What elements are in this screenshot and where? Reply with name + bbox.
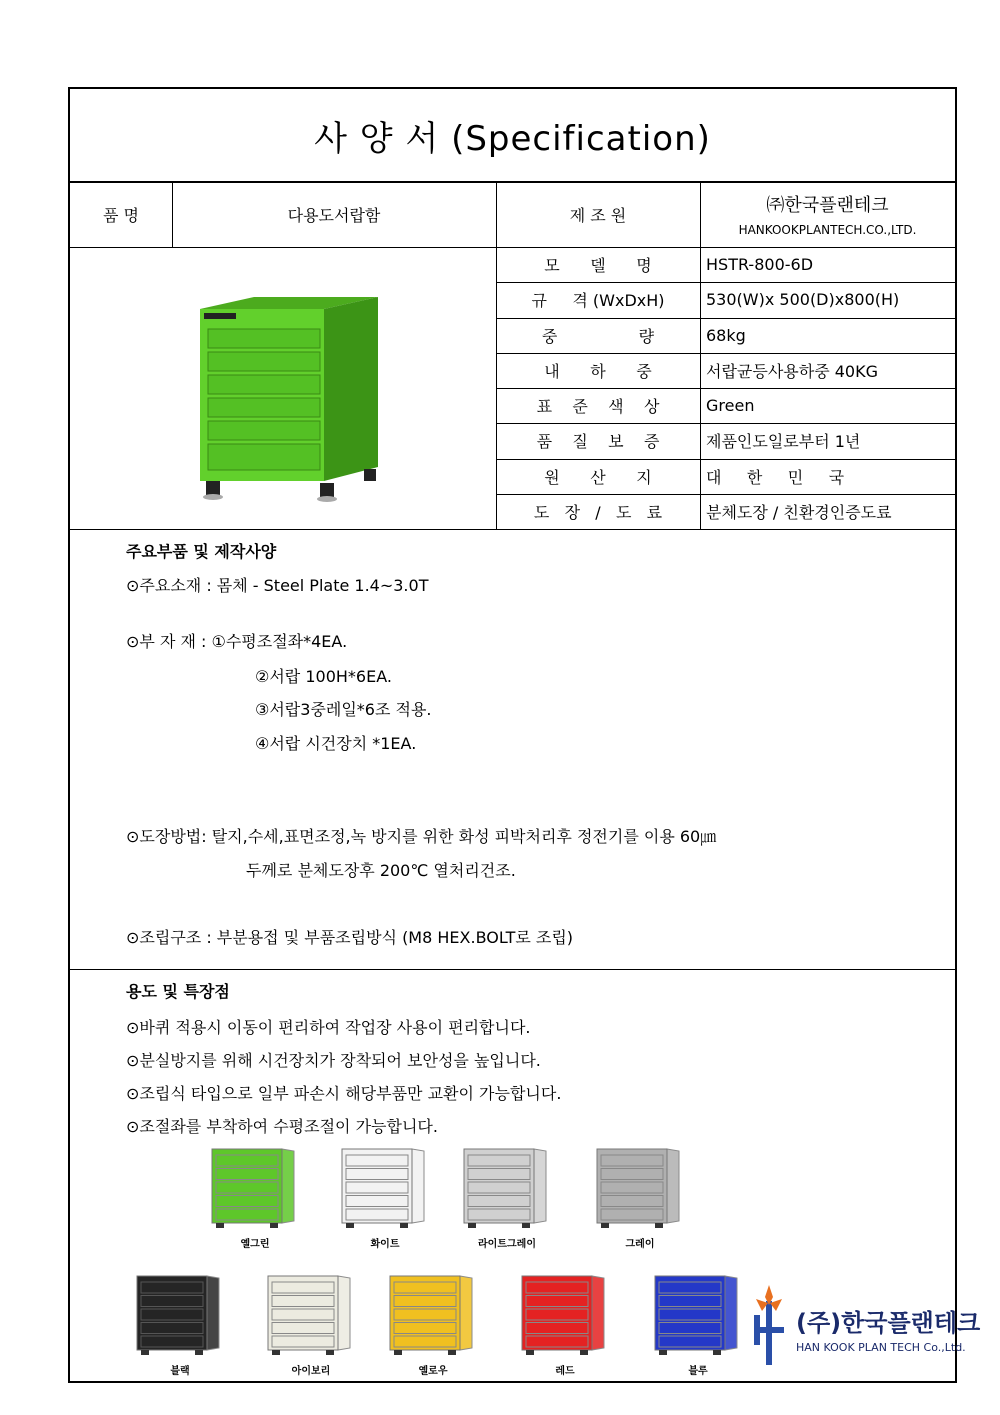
color-swatch-cabinet [135, 1274, 225, 1358]
maker-name: ㈜한국플랜테크 [766, 195, 889, 216]
divider [496, 459, 955, 460]
features-line: ⊙분실방지를 위해 시건장치가 장착되어 보안성을 높입니다. [126, 1051, 541, 1070]
spec-value: 530(W)x 500(D)x800(H) [706, 290, 900, 310]
color-name: 레드 [555, 1366, 575, 1377]
features-line: ⊙조절좌를 부착하여 수평조절이 가능합니다. [126, 1117, 438, 1136]
maker-cell [700, 181, 955, 247]
logo-name: (주)한국플랜테크 [796, 1309, 981, 1337]
spec-value: 68kg [706, 325, 746, 345]
color-name: 아이보리 [291, 1366, 331, 1377]
color-name: 블랙 [170, 1366, 190, 1377]
spec-value: HSTR-800-6D [706, 255, 814, 275]
color-swatch-cabinet [340, 1147, 430, 1231]
color-swatch-cabinet [266, 1274, 356, 1358]
color-name: 화이트 [370, 1239, 400, 1250]
divider [496, 388, 955, 389]
parts-heading: 주요부품 및 제작사양 [126, 542, 277, 561]
color-swatch-cabinet [653, 1274, 743, 1358]
features-line: ⊙바퀴 적용시 이동이 편리하여 작업장 사용이 편리합니다. [126, 1018, 531, 1037]
color-name: 그레이 [625, 1239, 655, 1250]
color-swatch-cabinet [595, 1147, 685, 1231]
divider [496, 282, 955, 283]
company-logo [746, 1285, 981, 1375]
divider [496, 318, 955, 319]
parts-line: ⊙주요소재 : 몸체 - Steel Plate 1.4~3.0T [126, 576, 429, 595]
parts-line: 두께로 분체도장후 200℃ 열처리건조. [246, 861, 516, 880]
spec-label: 모 델 명 [544, 256, 652, 276]
spec-label: 도 장 / 도 료 [533, 502, 663, 522]
maker-name-en: HANKOOKPLANTECH.CO.,LTD. [738, 223, 917, 237]
spec-label: 원 산 지 [544, 467, 652, 487]
color-swatch-cabinet [520, 1274, 610, 1358]
color-swatch-cabinet [388, 1274, 478, 1358]
color-swatch-cabinet [210, 1147, 300, 1231]
product-value: 다용도서랍함 [287, 205, 381, 225]
features-heading: 용도 및 특장점 [126, 982, 230, 1001]
color-swatch-cabinet [462, 1147, 552, 1231]
spec-label: 중 량 [541, 326, 655, 346]
divider [70, 529, 955, 530]
logo-name-en: HAN KOOK PLAN TECH Co.,Ltd. [796, 1341, 966, 1354]
spec-value: 서랍균등사용하중 40KG [706, 361, 878, 381]
parts-line: ⊙도장방법: 탈지,수세,표면조정,녹 방지를 위한 화성 피박처리후 정전기를 이용 60㎛ [126, 827, 717, 846]
divider [496, 353, 955, 354]
product-image [194, 291, 384, 521]
color-name: 라이트그레이 [478, 1239, 536, 1250]
spec-label: 표 준 색 상 [536, 397, 660, 417]
parts-line: ⊙조립구조 : 부분용접 및 부품조립방식 (M8 HEX.BOLT로 조립) [126, 928, 574, 947]
spec-label: 품 질 보 증 [536, 432, 660, 452]
divider [496, 423, 955, 424]
spec-value: 분체도장 / 친환경인증도료 [706, 502, 892, 522]
parts-line: ④서랍 시건장치 *1EA. [255, 734, 417, 753]
product-label: 품 명 [103, 205, 139, 225]
specification-sheet [68, 87, 981, 1383]
color-name: 블루 [688, 1366, 708, 1377]
color-name: 옐그린 [240, 1239, 270, 1250]
divider [496, 494, 955, 495]
spec-value: 대 한 민 국 [706, 467, 845, 487]
color-name: 옐로우 [418, 1366, 448, 1377]
divider [70, 969, 955, 970]
logo-mark-icon [746, 1285, 792, 1369]
spec-label: 규 격 (WxDxH) [531, 291, 665, 311]
spec-value: Green [706, 396, 755, 416]
maker-label: 제 조 원 [569, 205, 627, 225]
parts-line: ②서랍 100H*6EA. [255, 667, 392, 686]
parts-line: ③서랍3중레일*6조 적용. [255, 700, 432, 719]
spec-value: 제품인도일로부터 1년 [706, 432, 861, 452]
features-line: ⊙조립식 타입으로 일부 파손시 해당부품만 교환이 가능합니다. [126, 1084, 562, 1103]
page-title: 사 양 서 (Specification) [70, 89, 955, 183]
parts-line: ⊙부 자 재 : ①수평조절좌*4EA. [126, 632, 348, 651]
spec-label: 내 하 중 [544, 361, 652, 381]
